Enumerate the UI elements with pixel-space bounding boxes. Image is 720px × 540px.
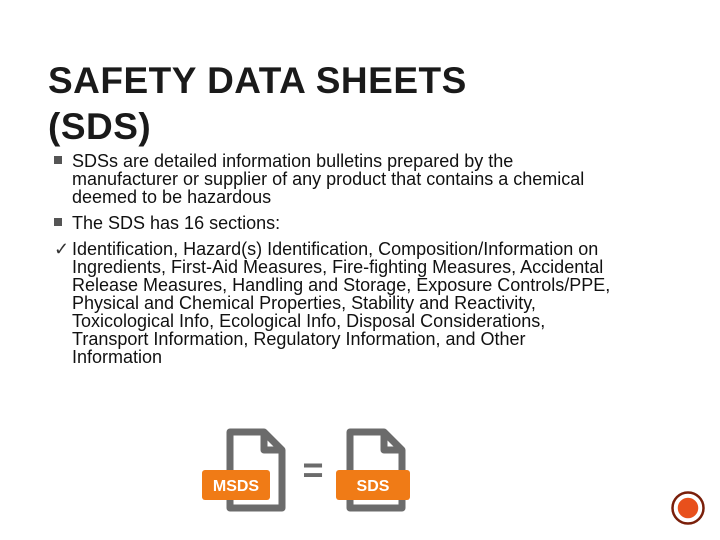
- sds-badge-label: SDS: [356, 478, 390, 495]
- slide-title-line-1: SAFETY DATA SHEETS: [48, 60, 467, 101]
- logo-ring-icon: [671, 491, 705, 525]
- bullet-item: [54, 152, 614, 206]
- square-bullet-icon: [54, 218, 62, 226]
- equals-sign: =: [302, 449, 324, 490]
- bullet-item: [54, 214, 614, 232]
- bullet-text: The SDS has 16 sections:: [72, 213, 281, 233]
- msds-equals-sds-illustration: [200, 424, 430, 516]
- check-item: [54, 240, 614, 366]
- bullet-text: SDSs are detailed information bulletins prepared by the manufacturer or supplier of any product that contains a chemical deemed to be hazardous: [72, 151, 585, 207]
- square-bullet-icon: [54, 156, 62, 164]
- slide-title-line-2: (SDS): [48, 106, 152, 147]
- slide-title: [48, 58, 467, 150]
- check-item-text: Identification, Hazard(s) Identification, Composition/Information on Ingredients, First-Aid Measures, Fire-fighting Measures, Accidental Release Measures, Handling and Storage, Exposure Controls/PPE, Physical and Chemical Properties, Stability and Reactivity, Toxicological Info, Ecological Info, Disposal Considerations, Transport Information, Regulatory Information, and Other Information: [72, 239, 611, 367]
- bullet-list: [54, 152, 614, 374]
- checkmark-icon: ✓: [54, 239, 70, 259]
- msds-badge-label: MSDS: [212, 478, 260, 495]
